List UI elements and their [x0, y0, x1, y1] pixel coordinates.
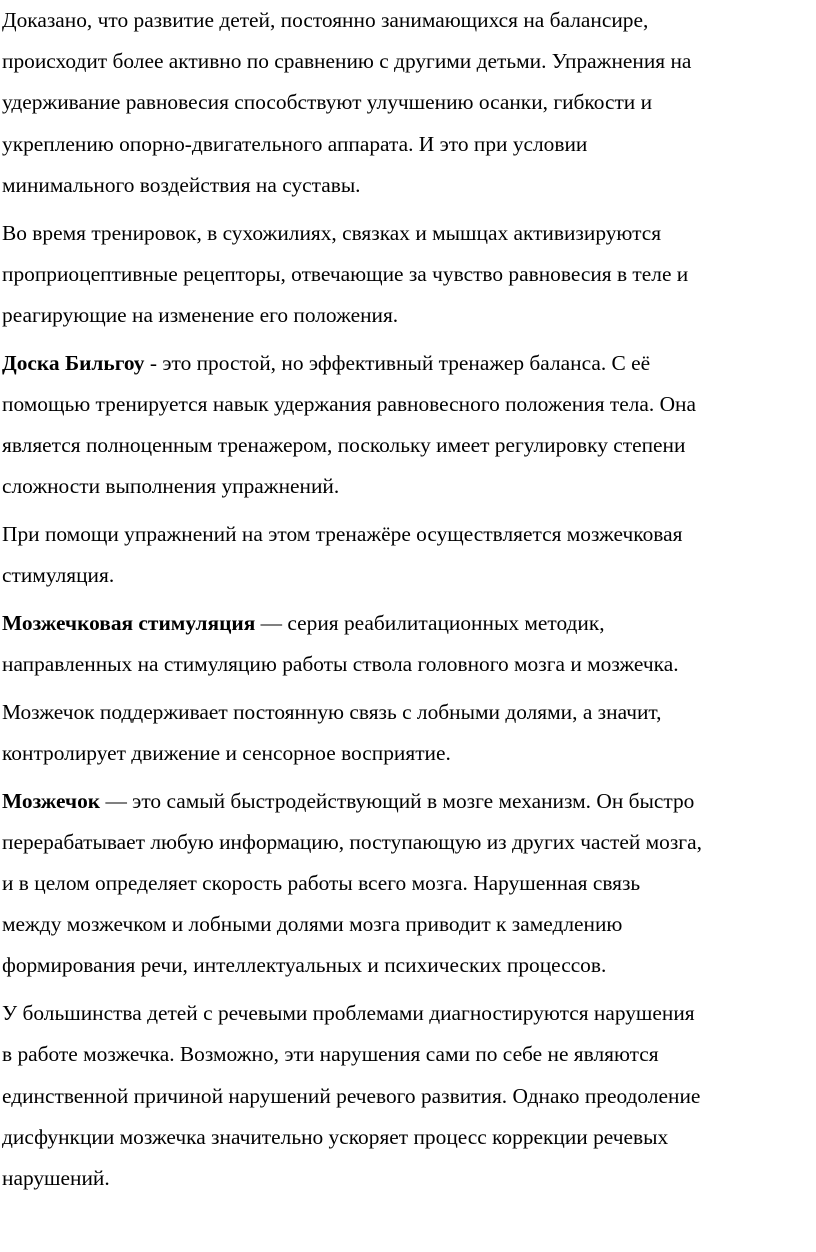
paragraph-balance-benefits	[2, 0, 812, 206]
text-line	[2, 603, 812, 644]
term-cerebellar-stimulation: Мозжечковая стимуляция	[2, 610, 256, 635]
definition-text: - это простой, но эффективный тренажер баланса. С её	[144, 350, 651, 375]
text-line: При помощи упражнений на этом тренажёре осуществляется мозжечковая	[2, 521, 683, 546]
text-line: формирования речи, интеллектуальных и психических процессов.	[2, 953, 607, 978]
document-body	[2, 0, 812, 1206]
text-line: дисфункции мозжечка значительно ускоряет процесс коррекции речевых	[2, 1124, 669, 1149]
paragraph-cerebellar-stimulation	[2, 603, 812, 685]
definition-text: — серия реабилитационных методик,	[255, 610, 605, 635]
text-line: нарушений.	[2, 1165, 110, 1190]
text-line: У большинства детей с речевыми проблемами диагностируются нарушения	[2, 1001, 695, 1026]
text-line: и в целом определяет скорость работы всего мозга. Нарушенная связь	[2, 871, 641, 896]
text-line: удерживание равновесия способствуют улучшению осанки, гибкости и	[2, 90, 653, 115]
text-line: реагирующие на изменение его положения.	[2, 302, 399, 327]
text-line	[2, 343, 812, 384]
term-cerebellum: Мозжечок	[2, 788, 101, 813]
text-line: происходит более активно по сравнению с другими детьми. Упражнения на	[2, 49, 692, 74]
text-line: помощью тренируется навык удержания равновесного положения тела. Она	[2, 391, 696, 416]
paragraph-cerebellum-connection	[2, 692, 812, 774]
text-line	[2, 781, 812, 822]
paragraph-speech-disorders	[2, 993, 812, 1199]
term-bilgow-board: Доска Бильгоу	[2, 350, 145, 375]
text-line: перерабатывает любую информацию, поступающую из других частей мозга,	[2, 829, 702, 854]
text-line: Доказано, что развитие детей, постоянно занимающихся на балансире,	[2, 8, 649, 32]
text-line: единственной причиной нарушений речевого развития. Однако преодоление	[2, 1083, 701, 1108]
text-line: проприоцептивные рецепторы, отвечающие за чувство равновесия в теле и	[2, 261, 689, 286]
paragraph-cerebellum-definition	[2, 781, 812, 987]
text-line: укреплению опорно-двигательного аппарата. И это при условии	[2, 131, 588, 156]
text-line: сложности выполнения упражнений.	[2, 474, 340, 499]
text-line: между мозжечком и лобными долями мозга приводит к замедлению	[2, 912, 623, 937]
text-line: Во время тренировок, в сухожилиях, связках и мышцах активизируются	[2, 220, 662, 245]
text-line: контролирует движение и сенсорное восприятие.	[2, 740, 451, 765]
definition-text: — это самый быстродействующий в мозге механизм. Он быстро	[100, 788, 695, 813]
paragraph-proprioceptors	[2, 213, 812, 337]
paragraph-bilgow-board	[2, 343, 812, 508]
text-line: в работе мозжечка. Возможно, эти нарушения сами по себе не являются	[2, 1042, 659, 1067]
text-line: направленных на стимуляцию работы ствола головного мозга и мозжечка.	[2, 652, 679, 677]
text-line: стимуляция.	[2, 563, 115, 588]
text-line: минимального воздействия на суставы.	[2, 172, 361, 197]
text-line: Мозжечок поддерживает постоянную связь с лобными долями, а значит,	[2, 699, 662, 724]
paragraph-stimulation-intro	[2, 514, 812, 596]
text-line: является полноценным тренажером, поскольку имеет регулировку степени	[2, 433, 686, 458]
